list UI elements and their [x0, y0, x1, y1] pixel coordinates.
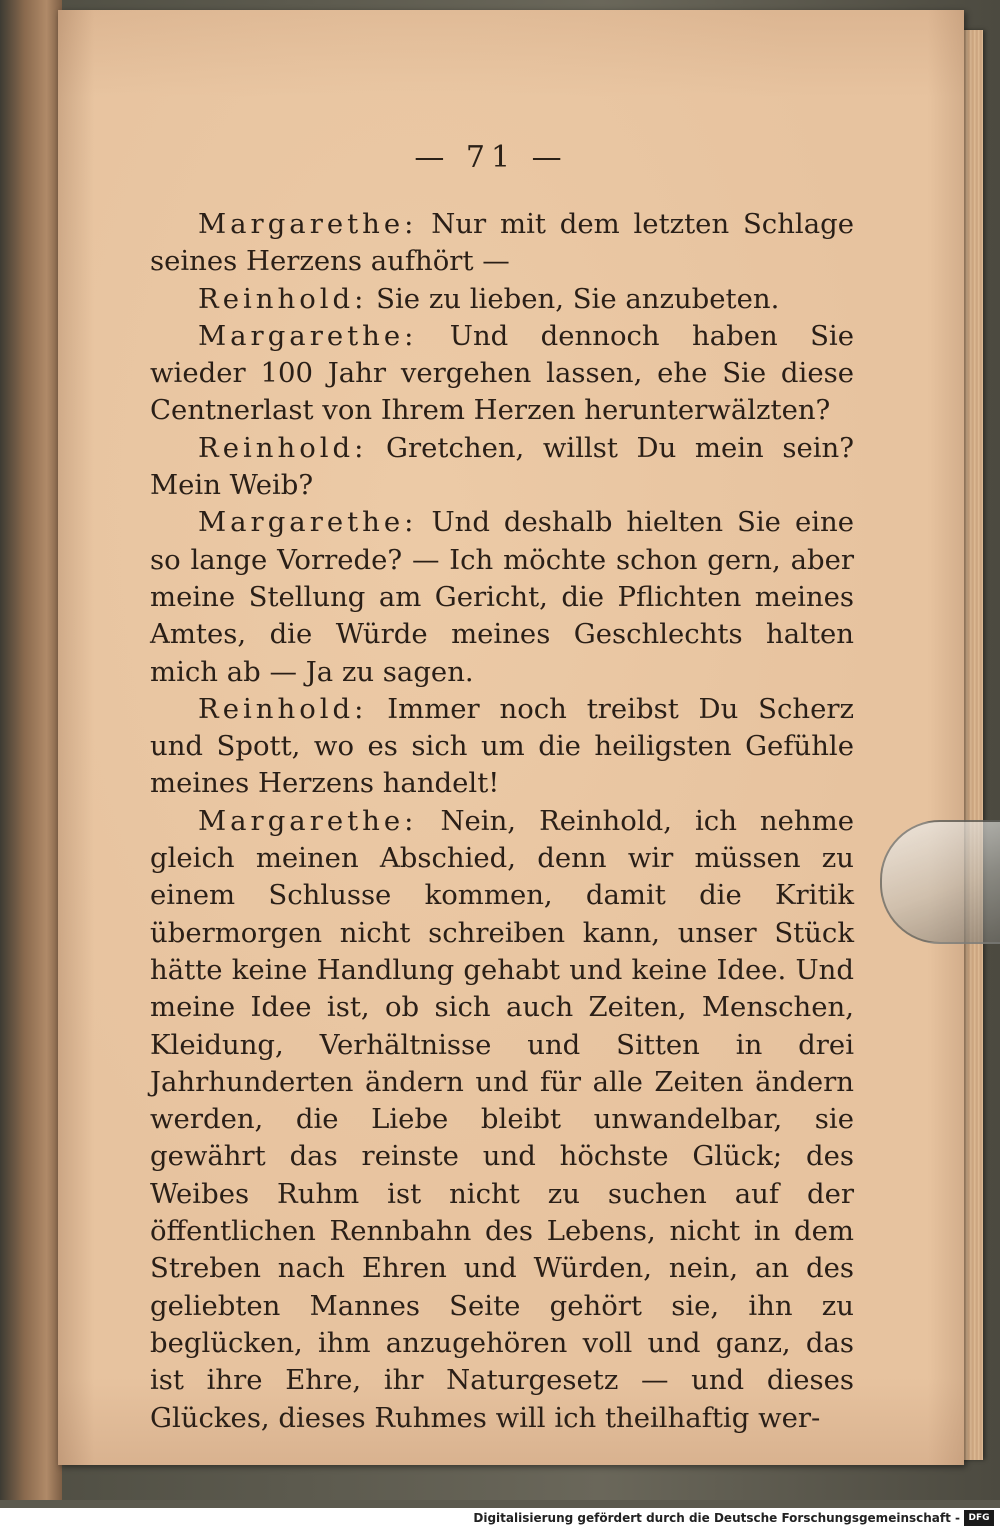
- page-text: [150, 206, 854, 1437]
- page-clip: [880, 820, 1000, 944]
- speaker-name: Margarethe:: [198, 804, 418, 837]
- speaker-name: Reinhold:: [198, 431, 368, 464]
- digitization-footer: [0, 1508, 1000, 1530]
- dialogue-paragraph: [150, 281, 854, 318]
- speaker-name: Reinhold:: [198, 692, 368, 725]
- dialogue-text: Nur mit dem letzten Schlage seines Herzens aufhört —: [150, 208, 854, 278]
- dialogue-paragraph: [150, 318, 854, 430]
- dfg-logo-icon: DFG: [964, 1510, 994, 1526]
- speaker-name: Margarethe:: [198, 506, 418, 539]
- dialogue-text: Immer noch treibst Du Scherz und Spott, wo es sich um die heiligsten Gefühle meines Herzens handelt!: [150, 692, 854, 800]
- dialogue-paragraph: [150, 691, 854, 803]
- book-page: [58, 10, 964, 1465]
- speaker-name: Margarethe:: [198, 319, 418, 352]
- book-binding-edge: [0, 0, 62, 1500]
- dialogue-text: Nein, Reinhold, ich nehme gleich meinen Abschied, denn wir müssen zu einem Schlusse kommen, damit die Kritik übermorgen nicht schreiben kann, unser Stück hätte keine Handlung gehabt und keine Idee. Und meine Idee ist, ob sich auch Zeiten, Menschen, Kleidung, Verhältnisse und Sitten in drei Jahrhunderten ändern und für alle Zeiten ändern werden, die Liebe bleibt unwandelbar, sie gewährt das reinste und höchste Glück; des Weibes Ruhm ist nicht zu suchen auf der öffentlichen Rennbahn des Lebens, nicht in dem Streben nach Ehren und Würden, nein, an des geliebten Mannes Seite gehört sie, ihn zu beglücken, ihm anzugehören voll und ganz, das ist ihre Ehre, ihr Naturgesetz — und dieses Glückes, dieses Ruhmes will ich theilhaftig wer-: [150, 804, 854, 1434]
- dialogue-text: Gretchen, willst Du mein sein? Mein Weib?: [150, 431, 854, 502]
- dialogue-text: Und deshalb hielten Sie eine so lange Vorrede? — Ich möchte schon gern, aber meine Stellung am Gericht, die Pflichten meines Amtes, die Würde meines Geschlechts halten mich ab — Ja zu sagen.: [150, 506, 855, 688]
- dialogue-text: Und dennoch haben Sie wieder 100 Jahr vergehen lassen, ehe Sie diese Centnerlast von Ihrem Herzen herunterwälzten?: [150, 319, 854, 427]
- dialogue-text: Sie zu lieben, Sie anzubeten.: [376, 282, 780, 315]
- footer-credit: Digitalisierung gefördert durch die Deutsche Forschungsgemeinschaft -: [473, 1511, 960, 1525]
- speaker-name: Margarethe:: [198, 208, 418, 240]
- dialogue-paragraph: [150, 430, 854, 505]
- dialogue-paragraph: [150, 206, 854, 281]
- speaker-name: Reinhold:: [198, 282, 368, 315]
- dialogue-paragraph: [150, 504, 854, 690]
- dialogue-paragraph: [150, 803, 854, 1437]
- page-number: — 71 —: [414, 140, 568, 175]
